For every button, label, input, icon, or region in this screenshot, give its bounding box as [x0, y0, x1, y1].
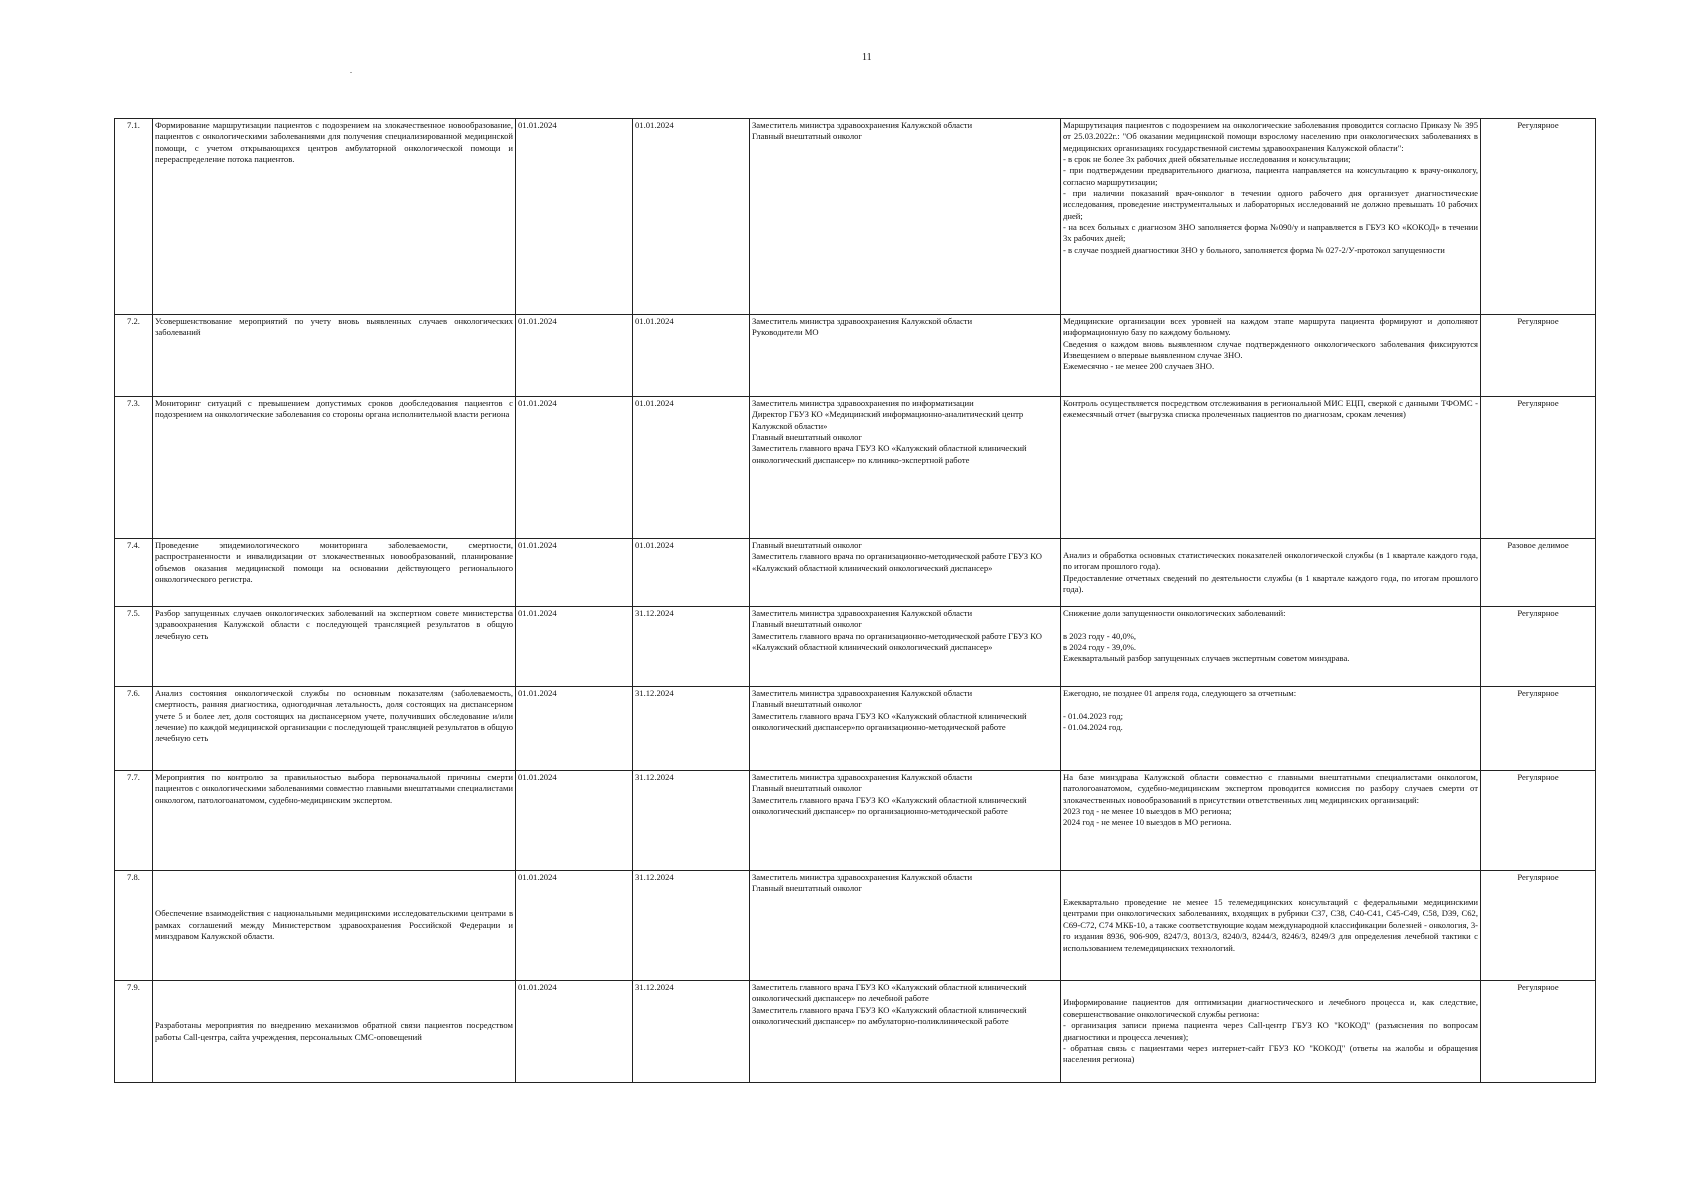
- result-cell: [1061, 119, 1481, 315]
- event-cell: Формирование маршрутизации пациентов с подозрением на злокачественное новообразование, пациентов с онкологическими заболеваниями для получения специализированной медицинской помощи, с учетом открывающихся центров амбулаторной онкологической помощи и перераспределение потока пациентов.: [153, 119, 516, 315]
- result-line: - организация записи приема пациента через Call-центр ГБУЗ КО "КОКОД" (разъяснения по вопросам диагностики и процесса лечения);: [1063, 1020, 1478, 1042]
- end-date: 31.12.2024: [633, 981, 750, 1083]
- event-cell: Анализ состояния онкологической службы по основным показателям (заболеваемость, смертность, ранняя диагностика, одногодичная летальность, доля состоящих на диспансерном учете 5 и более лет, доля состоящих на диспансерном учете, получивших обследование и/или лечение) по каждой медицинской организации с последующей трансляцией результатов в общую лечебную сеть: [153, 687, 516, 771]
- frequency-cell: Регулярное: [1481, 119, 1596, 315]
- responsible-line: Заместитель министра здравоохранения Калужской области: [752, 872, 973, 882]
- start-date: 01.01.2024: [516, 607, 633, 687]
- start-date: 01.01.2024: [516, 119, 633, 315]
- event-cell: Обеспечение взаимодействия с национальными медицинскими исследовательскими центрами в рамках соглашений между Министерством здравоохранения Российской Федерации и минздравом Калужской области.: [153, 871, 516, 981]
- frequency-cell: Регулярное: [1481, 607, 1596, 687]
- event-cell: Проведение эпидемиологического мониторинга заболеваемости, смертности, распространенности и инвалидизации от злокачественных новообразований, планирование объемов оказания медицинской помощи на основании действующего регионального онкологического регистра.: [153, 539, 516, 607]
- row-number: 7.4.: [115, 539, 153, 607]
- event-cell: Мероприятия по контролю за правильностью выбора первоначальной причины смерти пациентов с онкологическими заболеваниями совместно главными внештатными специалистами онкологом, патологоанатомом, судебно-медицинским экспертом.: [153, 771, 516, 871]
- table-row: [115, 315, 1596, 397]
- responsible-line: Заместитель главного врача ГБУЗ КО «Калужский областной клинический онкологический диспансер» по клинико-экспертной работе: [752, 443, 1027, 465]
- responsible-line: Руководители МО: [752, 327, 819, 338]
- result-line: Медицинские организации всех уровней на каждом этапе маршрута пациента формируют и дополняют информационную базу по каждому больному.: [1063, 316, 1478, 338]
- responsible-cell: [750, 539, 1061, 607]
- row-number: 7.2.: [115, 315, 153, 397]
- responsible-cell: [750, 315, 1061, 397]
- event-cell: Усовершенствование мероприятий по учету вновь выявленных случаев онкологических заболеваний: [153, 315, 516, 397]
- end-date: 31.12.2024: [633, 607, 750, 687]
- end-date: 01.01.2024: [633, 397, 750, 539]
- result-line: Ежегодно, не позднее 01 апреля года, следующего за отчетным:: [1063, 688, 1297, 698]
- responsible-line: Главный внештатный онколог: [752, 540, 862, 550]
- end-date: 31.12.2024: [633, 687, 750, 771]
- frequency-cell: Регулярное: [1481, 771, 1596, 871]
- event-cell: Разбор запущенных случаев онкологических заболеваний на экспертном совете министерства здравоохранения Калужской области с последующей трансляцией результатов в общую лечебную сеть: [153, 607, 516, 687]
- frequency-cell: Разовое делимое: [1481, 539, 1596, 607]
- event-cell: Разработаны мероприятия по внедрению механизмов обратной связи пациентов посредством работы Call-центра, сайта учреждения, персональных СМС-оповещений: [153, 981, 516, 1083]
- table-row: [115, 771, 1596, 871]
- result-line: в 2024 году - 39,0%.: [1063, 642, 1137, 653]
- frequency-cell: Регулярное: [1481, 687, 1596, 771]
- responsible-line: Заместитель министра здравоохранения Калужской области: [752, 688, 973, 698]
- plan-table: [114, 118, 1596, 1083]
- table-row: [115, 687, 1596, 771]
- start-date: 01.01.2024: [516, 397, 633, 539]
- frequency-cell: Регулярное: [1481, 871, 1596, 981]
- start-date: 01.01.2024: [516, 771, 633, 871]
- responsible-line: Заместитель министра здравоохранения Калужской области: [752, 772, 973, 782]
- result-cell: [1061, 771, 1481, 871]
- result-line: Ежеквартально проведение не менее 15 телемедицинских консультаций с федеральными медицинскими центрами при онкологических заболеваниях, входящих в рубрики С37, С38, С40-С41, С45-С49, С58, D39, С62, С69-С72, С74 МКБ-10, а также соответствующие кодам международной классификации болезней - онкология, 3-го издания 8936, 906-909, 8247/3, 8013/3, 8240/3, 8244/3, 8246/3, 8249/3 для определения лечебной тактики с использованием телемедицинских технологий.: [1063, 897, 1478, 953]
- responsible-line: Главный внештатный онколог: [752, 699, 862, 710]
- responsible-line: Заместитель главного врача ГБУЗ КО «Калужский областной клинический онкологический диспансер» по организационно-методической работе: [752, 794, 1027, 817]
- result-line: - 01.04.2023 год;: [1063, 710, 1123, 721]
- responsible-line: Главный внештатный онколог: [752, 131, 862, 142]
- start-date: 01.01.2024: [516, 871, 633, 981]
- responsible-cell: [750, 771, 1061, 871]
- result-line: в 2023 году - 40,0%,: [1063, 630, 1137, 641]
- responsible-line: Главный внештатный онколог: [752, 432, 862, 443]
- result-line: - в случае поздней диагностики ЗНО у больного, заполняется форма № 027-2/У-протокол запущенности: [1063, 244, 1445, 255]
- start-date: 01.01.2024: [516, 315, 633, 397]
- responsible-cell: [750, 687, 1061, 771]
- frequency-cell: Регулярное: [1481, 315, 1596, 397]
- responsible-line: Заместитель министра здравоохранения Калужской области: [752, 316, 973, 326]
- table-row: [115, 397, 1596, 539]
- stray-mark: .: [350, 66, 352, 75]
- result-line: - обратная связь с пациентами через интернет-сайт ГБУЗ КО "КОКОД" (ответы на жалобы и обращения населения региона): [1063, 1042, 1478, 1065]
- result-cell: [1061, 871, 1481, 981]
- result-cell: [1061, 397, 1481, 539]
- responsible-line: Директор ГБУЗ КО «Медицинский информационно-аналитический центр Калужской области»: [752, 409, 1024, 431]
- end-date: 01.01.2024: [633, 119, 750, 315]
- row-number: 7.9.: [115, 981, 153, 1083]
- end-date: 31.12.2024: [633, 771, 750, 871]
- result-line: Анализ и обработка основных статистических показателей онкологической службы (в 1 квартале каждого года, по итогам прошлого года).: [1063, 549, 1478, 572]
- page-number: 11: [862, 52, 872, 63]
- result-line: Маршрутизация пациентов с подозрением на онкологические заболевания проводится согласно Приказу № 395 от 25.03.2022г.: "Об оказании медицинской помощи взрослому населению при онкологических заболеваниях в медицинских организациях государственной системы здравоохранения Калужской области":: [1063, 120, 1478, 153]
- result-line: 2024 год - не менее 10 выездов в МО региона.: [1063, 817, 1232, 828]
- responsible-cell: [750, 871, 1061, 981]
- start-date: 01.01.2024: [516, 539, 633, 607]
- result-line: 2023 год - не менее 10 выездов в МО региона;: [1063, 806, 1232, 817]
- event-cell: Мониторинг ситуаций с превышением допустимых сроков дообследования пациентов с подозрением на онкологические заболевания со стороны органа исполнительной власти региона: [153, 397, 516, 539]
- row-number: 7.6.: [115, 687, 153, 771]
- row-number: 7.5.: [115, 607, 153, 687]
- responsible-cell: [750, 981, 1061, 1083]
- responsible-line: Заместитель министра здравоохранения Калужской области: [752, 120, 973, 130]
- result-line: - 01.04.2024 год.: [1063, 722, 1123, 733]
- responsible-line: Заместитель министра здравоохранения по информатизации: [752, 398, 974, 408]
- end-date: 31.12.2024: [633, 871, 750, 981]
- end-date: 01.01.2024: [633, 539, 750, 607]
- row-number: 7.7.: [115, 771, 153, 871]
- responsible-line: Заместитель главного врача ГБУЗ КО «Калужский областной клинический онкологический диспансер» по амбулаторно-поликлинической работе: [752, 1004, 1027, 1027]
- responsible-cell: [750, 607, 1061, 687]
- result-cell: [1061, 607, 1481, 687]
- result-cell: [1061, 539, 1481, 607]
- table-row: [115, 607, 1596, 687]
- result-line: Ежеквартальный разбор запущенных случаев экспертным советом минздрава.: [1063, 653, 1350, 664]
- row-number: 7.3.: [115, 397, 153, 539]
- responsible-line: Главный внештатный онколог: [752, 619, 862, 630]
- table-row: [115, 539, 1596, 607]
- table-row: [115, 119, 1596, 315]
- row-number: 7.1.: [115, 119, 153, 315]
- responsible-line: Главный внештатный онколог: [752, 883, 862, 894]
- table-row: [115, 871, 1596, 981]
- result-line: Предоставление отчетных сведений по деятельности службы (в 1 квартале каждого года, по итогам прошлого года).: [1063, 572, 1478, 594]
- result-line: - в срок не более 3х рабочих дней обязательные исследования и консультации;: [1063, 154, 1351, 165]
- result-cell: [1061, 315, 1481, 397]
- result-line: - на всех больных с диагнозом ЗНО заполняется форма №090/у и направляется в ГБУЗ КО «КОКОД» в течении 3х рабочих дней;: [1063, 222, 1478, 244]
- responsible-line: Заместитель главного врача ГБУЗ КО «Калужский областной клинический онкологический диспансер» по лечебной работе: [752, 982, 1027, 1004]
- result-line: Контроль осуществляется посредством отслеживания в региональной МИС ЕЦП, сверкой с данными ТФОМС - ежемесячный отчет (выгрузка списка пролеченных пациентов по диагнозам, срокам лечения): [1063, 398, 1478, 420]
- start-date: 01.01.2024: [516, 981, 633, 1083]
- responsible-line: Главный внештатный онколог: [752, 783, 862, 794]
- result-line: [1063, 619, 1478, 630]
- responsible-line: Заместитель министра здравоохранения Калужской области: [752, 608, 973, 618]
- responsible-line: Заместитель главного врача по организационно-методической работе ГБУЗ КО «Калужский областной клинический онкологический диспансер»: [752, 551, 1042, 573]
- responsible-cell: [750, 119, 1061, 315]
- responsible-cell: [750, 397, 1061, 539]
- result-cell: [1061, 981, 1481, 1083]
- row-number: 7.8.: [115, 871, 153, 981]
- result-line: [1063, 699, 1478, 710]
- result-cell: [1061, 687, 1481, 771]
- result-line: Ежемесячно - не менее 200 случаев ЗНО.: [1063, 361, 1215, 372]
- result-line: Сведения о каждом вновь выявленном случае подтвержденного онкологического заболевания фиксируются Извещением о впервые выявленном случае ЗНО.: [1063, 338, 1478, 361]
- responsible-line: Заместитель главного врача ГБУЗ КО «Калужский областной клинический онкологический диспансер»по организационно-методической работе: [752, 710, 1027, 733]
- frequency-cell: Регулярное: [1481, 397, 1596, 539]
- result-line: - при подтверждении предварительного диагноза, пациента направляется на консультацию к врачу-онкологу, согласно маршрутизации;: [1063, 165, 1478, 187]
- result-line: Информирование пациентов для оптимизации диагностического и лечебного процесса и, как следствие, совершенствование онкологической службы региона:: [1063, 997, 1478, 1019]
- responsible-line: Заместитель главного врача по организационно-методической работе ГБУЗ КО «Калужский областной клинический онкологический диспансер»: [752, 630, 1042, 653]
- result-line: - при наличии показаний врач-онколог в течении одного рабочего дня организует диагностические исследования, проведение инструментальных и лабораторных исследований не должно превышать 10 рабочих дней;: [1063, 188, 1478, 221]
- start-date: 01.01.2024: [516, 687, 633, 771]
- end-date: 01.01.2024: [633, 315, 750, 397]
- table-row: [115, 981, 1596, 1083]
- result-line: Снижение доли запущенности онкологических заболеваний:: [1063, 608, 1286, 618]
- frequency-cell: Регулярное: [1481, 981, 1596, 1083]
- result-line: На базе минздрава Калужской области совместно с главными внештатными специалистами онкологом, патологоанатомом, судебно-медицинским экспертом проводится комиссия по разбору случаев смерти от злокачественных новообразований в присутствии ответственных лиц медицинских организаций:: [1063, 772, 1478, 805]
